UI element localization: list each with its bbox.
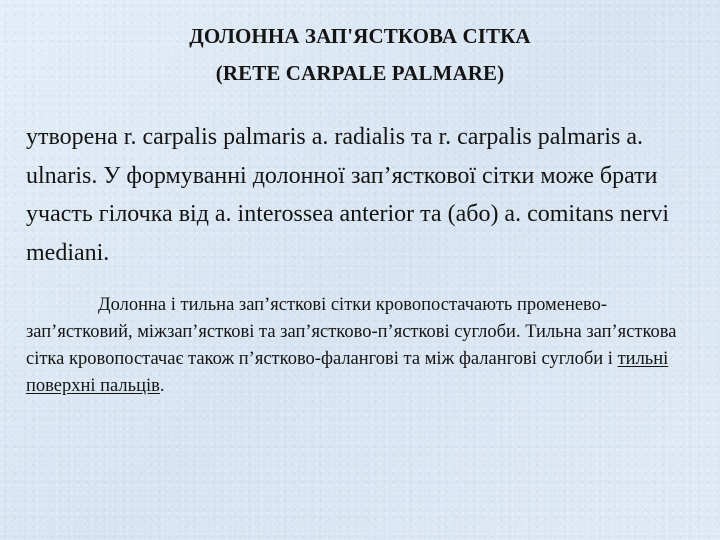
slide-subtitle: (RETE CARPALE PALMARE) xyxy=(215,61,505,85)
paragraph-end-punctuation: . xyxy=(159,376,165,396)
slide-title: ДОЛОННА ЗАП'ЯСТКОВА СІТКА xyxy=(189,24,531,48)
secondary-paragraph xyxy=(26,292,712,400)
dorsal-surfaces-link[interactable]: тильні поверхні пальців xyxy=(26,349,669,396)
main-paragraph: утворена r. carpalis palmaris a. radialis та r. carpalis palmaris a. ulnaris. У формуванні долонної зап’ясткової сітки може брати участь гілочка від a. interossea anterior та (або) a. comitans nervi mediani. xyxy=(26,124,670,266)
secondary-paragraph-text: Долонна і тильна зап’ясткові сітки кровопостачають променево-зап’ястковий, міжзап’ясткові та зап’ястково-п’ясткові суглоби. Тильна зап’ясткова сітка кровопостачає також п’ястково-фалангові та між фалангові суглоби і xyxy=(26,295,677,369)
